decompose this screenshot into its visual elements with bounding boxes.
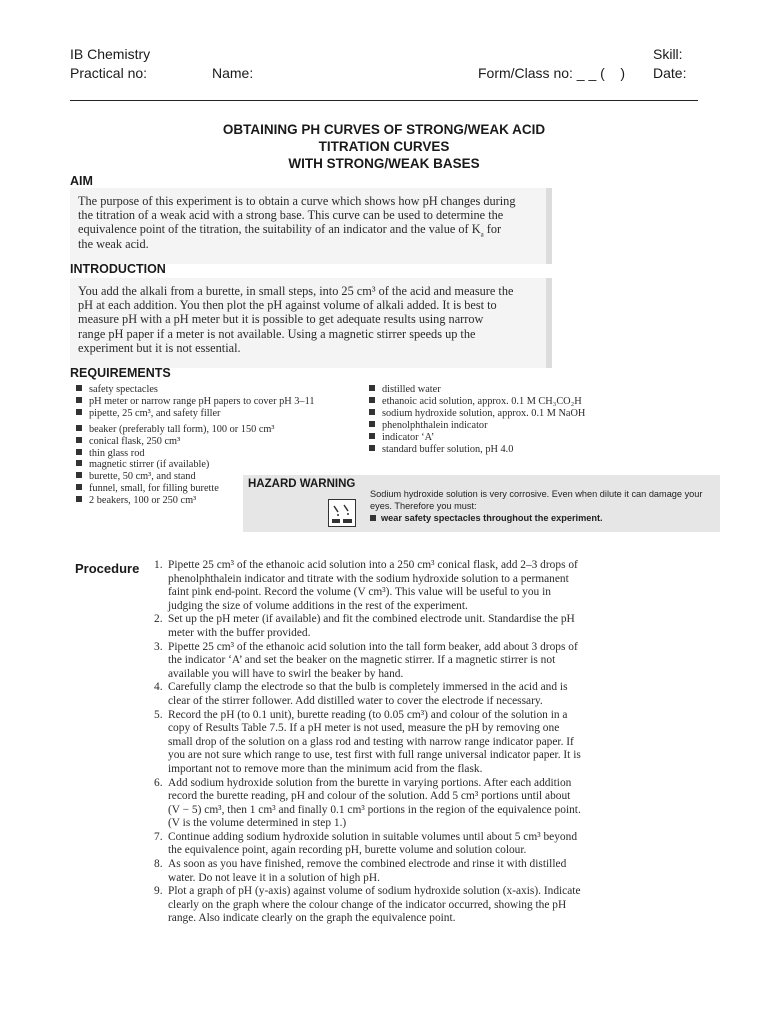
requirement-item: sodium hydroxide solution, approx. 0.1 M NaOH [369,408,585,420]
name-label: Name: [212,65,254,81]
requirement-item: pH meter or narrow range pH papers to cover pH 3–11 [76,396,315,408]
title-line-3: WITH STRONG/WEAK BASES [288,156,480,171]
requirement-item: burette, 50 cm³, and stand [76,471,315,483]
procedure-step: 2. Set up the pH meter (if available) and fit the combined electrode unit. Standardise the pH meter with the buffer provided. [154,613,575,639]
procedure-step: 7. Continue adding sodium hydroxide solution in suitable volumes until about 5 cm³ beyond the equivalence point, again recording pH, burette volume and solution colour. [154,830,578,857]
skill-label: Skill: [653,46,683,62]
procedure-step: 8. As soon as you have finished, remove the combined electrode and rinse it with distilled water. Do not leave it in a solution of high pH. [154,858,567,884]
requirement-item: indicator ‘A’ [369,432,585,444]
requirement-item: funnel, small, for filling burette [76,483,315,495]
intro-line: experiment but it is not essential. [78,340,241,355]
requirement-item: phenolphthalein indicator [369,420,585,432]
aim-heading: AIM [70,174,93,188]
aim-text [70,188,552,264]
aim-line: the weak acid. [78,236,149,251]
introduction-text [70,278,552,368]
procedure-step: 6. Add sodium hydroxide solution from the burette in varying portions. After each addition record the burette reading, pH and colour of the solution. Add 5 cm³ portions until about (V − 5) cm³, then 1 cm³ and finally 0.1 cm³ portions in the region of the equivalence point. (V is the volume determined in step 1.) [154,776,581,830]
corrosive-hazard-icon [328,499,356,527]
requirement-item: thin glass rod [76,448,315,460]
procedure-steps [154,559,584,926]
form-class-label: Form/Class no: _ _ ( ) [478,65,626,81]
date-label: Date: [653,65,687,81]
intro-line: measure pH with a pH meter but it is possible to get adequate results using narrow [78,312,484,327]
requirements-heading: REQUIREMENTS [70,366,171,380]
aim-line: The purpose of this experiment is to obtain a curve which shows how pH changes during [78,194,516,208]
subject-label: IB Chemistry [70,46,151,62]
hazard-heading: HAZARD WARNING [248,478,356,490]
procedure-step: 5. Record the pH (to 0.1 unit), burette reading (to 0.05 cm³) and colour of the solution in a copy of Results Table 7.5. If a pH meter is not used, measure the pH by removing one small drop of the solution on a glass rod and testing with narrow range indicator paper. If you are not sure which range to use, test first with full range universal indicator paper. It is important not to remove more than the minimum acid from the flask. [154,708,581,775]
requirement-item: distilled water [369,384,585,396]
hazard-text: Sodium hydroxide solution is very corrosive. Even when dilute it can damage your eyes. Therefore you must: wear safety spectacles throughout the experiment. [370,489,703,523]
requirement-item: safety spectacles [76,384,315,396]
procedure-step: 3. Pipette 25 cm³ of the ethanoic acid solution into the tall form beaker, add about 3 drops of the indicator ‘A’ and set the beaker on the magnetic stirrer. If a magnetic stirrer is not available you will have to swirl the beaker by hand. [154,640,578,680]
requirement-item: magnetic stirrer (if available) [76,459,315,471]
requirement-item: beaker (preferably tall form), 100 or 150 cm³ [76,424,315,436]
requirement-item: pipette, 25 cm³, and safety filler [76,408,315,420]
procedure-heading: Procedure [75,561,140,576]
introduction-heading: INTRODUCTION [70,262,166,276]
intro-line: You add the alkali from a burette, in small steps, into 25 cm³ of the acid and measure the [78,284,514,298]
title-line-1: OBTAINING PH CURVES OF STRONG/WEAK ACID [222,122,546,137]
ka-subscript: a [480,230,484,239]
requirement-item: standard buffer solution, pH 4.0 [369,444,585,456]
aim-line: the titration of a weak acid with a strong base. This curve can be used to determine the [78,208,504,223]
procedure-step: 4. Carefully clamp the electrode so that the bulb is completely immersed in the acid and is clear of the stirrer follower. Add distilled water to cover the electrode if necessary. [154,681,568,707]
intro-line: pH at each addition. You then plot the pH against volume of alkali added. It is best to [78,298,497,313]
practical-label: Practical no: [70,65,148,81]
requirement-item: 2 beakers, 100 or 250 cm³ [76,495,315,507]
procedure-step: 1. Pipette 25 cm³ of the ethanoic acid solution into a 250 cm³ conical flask, add 2–3 drops of phenolphthalein indicator and titrate with the sodium hydroxide solution to a permanent faint pink end-point. Record the volume (V cm³). This value will be useful to you in judging the size of volume additions in the rest of the experiment. [154,559,578,612]
procedure-step: 9. Plot a graph of pH (y-axis) against volume of sodium hydroxide solution (x-axis). Indicate clearly on the graph where the colour change of the indicator occurred, showing the pH range. Also indicate clearly on the graph the equivalence point. [154,885,581,925]
requirement-item: ethanoic acid solution, approx. 0.1 M CH₃CO₂H [369,396,585,408]
requirement-item: conical flask, 250 cm³ [76,436,315,448]
requirements-list-right [369,384,585,455]
aim-line: equivalence point of the titration, the suitability of an indicator and the value of $K_a$ for [78,222,502,239]
intro-line: range pH paper if a meter is not available. Using a magnetic stirrer speeds up the [78,326,476,341]
title-line-2: TITRATION CURVES [318,139,450,154]
header-divider [70,100,698,101]
